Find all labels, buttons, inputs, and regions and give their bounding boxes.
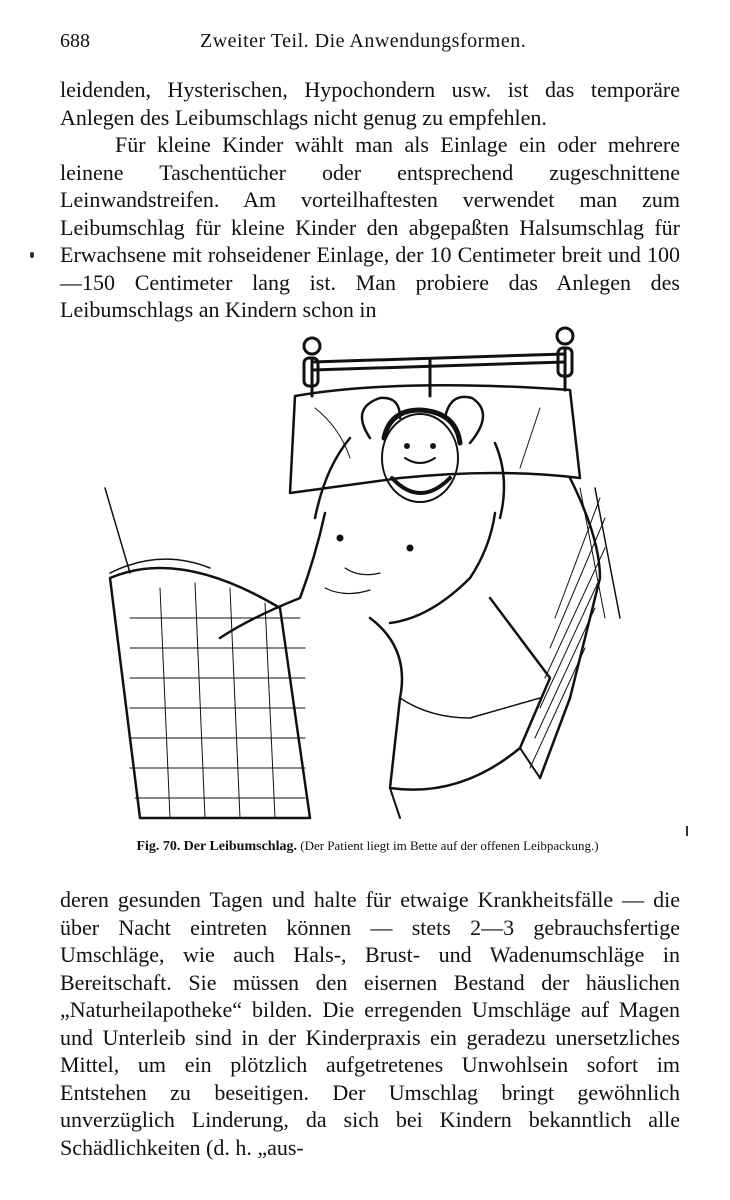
body-text-bottom <box>60 886 680 1161</box>
running-title: Zweiter Teil. Die Anwendungsformen. <box>200 30 527 52</box>
page-number: 688 <box>60 30 90 52</box>
margin-mark <box>30 252 34 258</box>
paragraph: deren gesunden Tagen und halte für etwaige Krankheitsfälle — die über Nacht eintreten können — stets 2—3 gebrauchsfertige Umschläge, wie auch Hals-, Brust- und Wadenumschläge in Bereitschaft. Sie müssen den eisernen Bestand der häuslichen „Naturheilapotheke“ bilden. Die erregenden Umschläge auf Magen und Unterleib sind in der Kinderpraxis ein geradezu unersetzliches Mittel, um ein plötzlich aufgetretenes Unwohlsein sofort im Entstehen zu beseitigen. Der Umschlag bringt gewöhnlich unverzüglich Linderung, da sich bei Kindern bekanntlich alle Schädlichkeiten (d. h. „aus- <box>60 887 680 1160</box>
figure-caption <box>95 838 640 855</box>
figure-title: Der Leibumschlag. <box>183 839 297 854</box>
figure-note: (Der Patient liegt im Bette auf der offenen Leibpackung.) <box>300 838 599 853</box>
paragraph: leidenden, Hysterischen, Hypochondern usw. ist das temporäre Anlegen des Leibumschlags nicht genug zu empfehlen. <box>60 77 680 130</box>
patient-head <box>382 410 460 502</box>
illustration-bed <box>100 318 630 830</box>
paragraph: Für kleine Kinder wählt man als Einlage ein oder mehrere leinene Taschentücher oder entsprechend zugeschnittene Leinwandstreifen. Am vorteilhaftesten verwendet man zum Leibumschlag für kleine Kinder den abgepaßten Halsumschlag für Erwachsene mit rohseidener Einlage, der 10 Centimeter breit und 100—150 Centimeter lang ist. Man probiere das Anlegen des Leibumschlags an Kindern schon in <box>60 132 680 322</box>
page-header <box>60 30 680 60</box>
body-text-top <box>60 76 680 324</box>
figure-label: Fig. 70. <box>136 839 181 854</box>
margin-mark <box>686 826 688 836</box>
